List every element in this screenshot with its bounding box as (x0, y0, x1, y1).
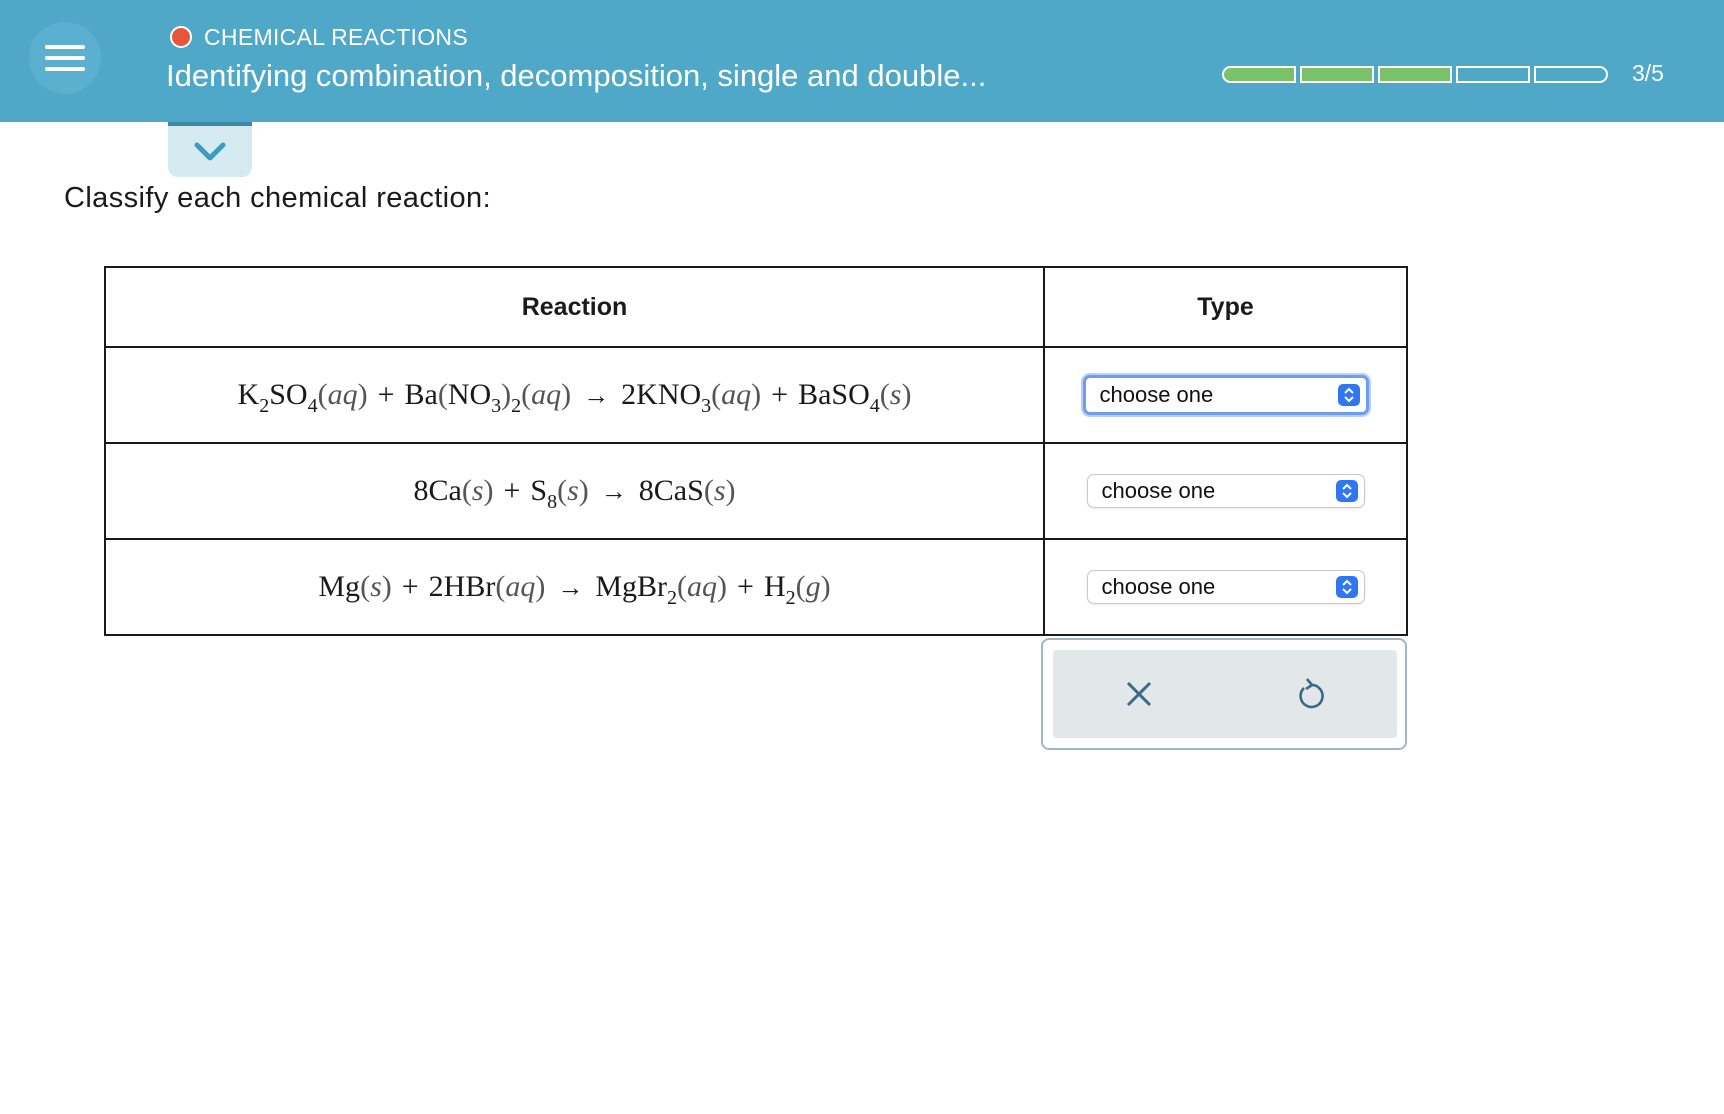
topic-text: CHEMICAL REACTIONS (204, 23, 468, 50)
table-row (105, 443, 1407, 539)
reaction-cell (105, 539, 1044, 635)
reaction-table (104, 266, 1408, 636)
updown-chevron-icon (1336, 576, 1358, 598)
progress-bar (1222, 64, 1608, 84)
question-prompt: Classify each chemical reaction: (64, 182, 492, 214)
chevron-down-icon (193, 141, 227, 163)
answer-actions-panel (1041, 638, 1407, 750)
type-select[interactable] (1087, 474, 1365, 508)
actions-toolbar (1053, 650, 1397, 738)
topic-status-dot (170, 26, 192, 48)
progress-segment (1300, 66, 1374, 83)
progress-segment (1456, 66, 1530, 83)
clear-button[interactable] (1115, 670, 1163, 718)
reaction-equation: $K_2SO_4(aq) + Ba(NO_3)_2(aq) \to 2KNO_3(aq)$ + BaSO$_4$(s) (237, 378, 912, 417)
select-value: choose one (1099, 382, 1214, 407)
select-value: choose one (1101, 574, 1216, 599)
undo-icon (1295, 677, 1327, 711)
reaction-cell (105, 347, 1044, 443)
reaction-header: Reaction (105, 267, 1044, 347)
table-row (105, 347, 1407, 443)
progress-segment (1534, 66, 1608, 83)
collapse-button[interactable] (168, 122, 252, 177)
type-cell (1044, 347, 1407, 443)
updown-chevron-icon (1338, 384, 1360, 406)
x-icon (1124, 679, 1154, 709)
hamburger-icon (45, 38, 85, 78)
progress-segment (1378, 66, 1452, 83)
select-value: choose one (1101, 478, 1216, 503)
page-title: Identifying combination, decomposition, single and double... (166, 58, 987, 93)
progress-count: 3/5 (1632, 60, 1664, 86)
progress-segment (1222, 66, 1296, 83)
type-cell (1044, 539, 1407, 635)
type-select[interactable] (1087, 570, 1365, 604)
menu-button[interactable] (29, 22, 101, 94)
type-select[interactable] (1083, 375, 1369, 415)
type-header: Type (1044, 267, 1407, 347)
type-cell (1044, 443, 1407, 539)
reaction-equation: $8Ca(s) + S_8(s) \to 8CaS(s)$ (413, 474, 736, 513)
reaction-cell (105, 443, 1044, 539)
updown-chevron-icon (1336, 480, 1358, 502)
topic-label (170, 22, 468, 52)
top-bar (0, 0, 1724, 122)
reaction-equation: Mg(s) + 2HBr(aq) → MgBr$_2$(aq) + $H_2(g)$ (318, 570, 831, 609)
table-row (105, 539, 1407, 635)
undo-button[interactable] (1287, 670, 1335, 718)
